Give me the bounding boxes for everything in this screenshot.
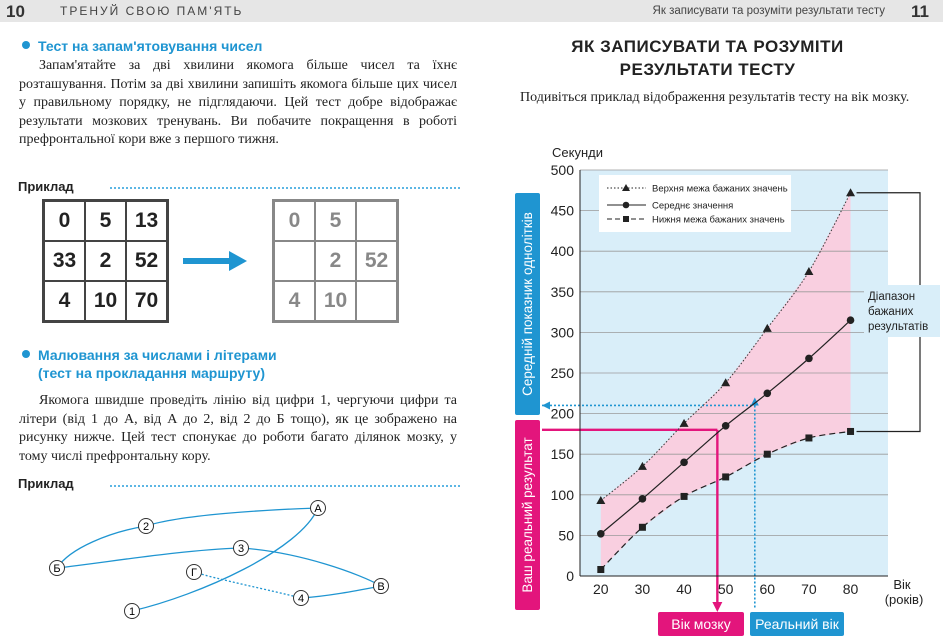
legend-label: Нижня межа бажаних значень: [652, 214, 785, 226]
section-heading-text: Малювання за числами і літерами: [38, 347, 277, 363]
grid-original-cell: 2: [85, 241, 126, 281]
right-page: [472, 0, 943, 640]
y-tick-label: 100: [550, 486, 574, 503]
running-title-left: ТРЕНУЙ СВОЮ ПАМ'ЯТЬ: [60, 4, 244, 18]
grid-original-cell: 70: [126, 281, 167, 321]
page-heading: [472, 35, 943, 81]
x-tick-label: 30: [634, 581, 651, 597]
route-node-g: [187, 565, 202, 580]
y-tick-label: 400: [550, 243, 574, 260]
marker-lower: [764, 451, 771, 458]
marker-lower: [805, 434, 812, 441]
y-tick-label: 200: [550, 405, 574, 422]
marker-lower: [722, 473, 729, 480]
running-head-right: [472, 0, 943, 22]
y-tick-label: 500: [550, 162, 574, 178]
running-title-right: Як записувати та розуміти результати тесту: [652, 5, 885, 17]
page-heading-line2: РЕЗУЛЬТАТИ ТЕСТУ: [619, 60, 796, 79]
route-node-2: [139, 519, 154, 534]
range-label-line: результатів: [868, 321, 929, 333]
grid-recalled-cell: [274, 241, 315, 281]
marker-lower: [597, 566, 604, 573]
grid-recalled-cell: 5: [315, 201, 356, 241]
svg-text:2: 2: [142, 521, 150, 533]
grid-recalled-cell: 0: [274, 201, 315, 241]
marker-mean: [639, 495, 647, 503]
grid-recalled-cell: 52: [356, 241, 397, 281]
legend-square-icon: [623, 216, 629, 222]
grid-original-cell: 10: [85, 281, 126, 321]
x-tick-label: 20: [593, 581, 609, 597]
y-tick-label: 0: [566, 568, 574, 584]
grid-recalled-cell: [356, 281, 397, 321]
marker-mean: [763, 390, 771, 398]
actual-arrow-down-icon: [712, 602, 722, 612]
number-grid-original: [42, 199, 169, 323]
page-number-left: 10: [6, 2, 25, 21]
svg-text:Г: Г: [191, 567, 197, 579]
svg-text:3: 3: [237, 543, 245, 555]
page-heading-line1: ЯК ЗАПИСУВАТИ ТА РОЗУМІТИ: [571, 37, 844, 56]
marker-mean: [722, 422, 730, 430]
marker-mean: [597, 530, 605, 538]
y-tick-label: 350: [550, 283, 574, 300]
x-tick-label: 70: [801, 581, 817, 597]
grid-original-cell: 4: [44, 281, 85, 321]
section-heading-route-test: [22, 346, 277, 382]
svg-text:Б: Б: [53, 563, 61, 575]
range-label-line: бажаних: [868, 306, 914, 318]
brain-age-label: Вік мозку: [671, 616, 731, 632]
marker-lower: [681, 493, 688, 500]
x-tick-label: 80: [842, 581, 859, 597]
grid-recalled-cell: 4: [274, 281, 315, 321]
route-node-b: [50, 561, 65, 576]
paragraph-number-test: Запам'ятайте за дві хвилини якомога більше чисел та їхнє розташування. Потім за дві хвилини запишіть якомога більше цих чисел у правильному порядку, не підглядаючи. Цей тест добре відображає результати мозкових тренувань. Ви побачите покращення в роботі префронтальної кори вже з першого тижня.: [19, 58, 457, 147]
section-heading-subtext: (тест на прокладання маршруту): [38, 365, 266, 381]
svg-text:4: 4: [297, 593, 305, 605]
marker-lower: [639, 524, 646, 531]
route-node-4: [294, 591, 309, 606]
y-tick-label: 150: [550, 446, 574, 463]
x-tick-label: 60: [759, 581, 776, 597]
running-head-left: [0, 0, 472, 22]
brain-age-chart: [472, 130, 943, 640]
x-axis-title-line2: (років): [884, 592, 924, 607]
y-tick-label: 300: [550, 324, 574, 341]
marker-lower: [847, 428, 854, 435]
intro-paragraph: Подивіться приклад відображення результатів тесту на вік мозку.: [520, 90, 910, 105]
legend-label: Середнє значення: [652, 200, 734, 212]
x-tick-label: 40: [676, 581, 692, 597]
section-heading-text: Тест на запам'ятовування чисел: [38, 38, 263, 54]
grid-recalled-cell: 10: [315, 281, 356, 321]
svg-text:В: В: [377, 581, 385, 593]
y-tick-label: 50: [558, 527, 574, 544]
range-label-line: Діапазон: [868, 291, 916, 303]
grid-recalled-cell: 2: [315, 241, 356, 281]
paragraph-route-test: Якомога швидше проведіть лінію від цифри 1, чергуючи цифри та літери (від 1 до А, від А до 2, від 2 до Б тощо), як це зображено на рисунку нижче. Цей тест спонукає до роботи багато ділянок мозку, у тому числі префронтальну кору.: [19, 393, 457, 464]
dotted-rule: [110, 187, 460, 189]
section-heading-number-test: [22, 37, 262, 55]
bullet-icon: [22, 41, 30, 49]
real-age-label: Реальний вік: [755, 616, 839, 632]
y-tick-label: 250: [550, 365, 574, 381]
example-label-2: Приклад: [18, 476, 74, 491]
bullet-icon: [22, 350, 30, 358]
route-node-3: [234, 541, 249, 556]
peer-band-label: Середній показник однолітків: [520, 212, 535, 396]
route-node-1: [125, 604, 140, 619]
x-tick-label: 50: [717, 581, 734, 597]
grid-original-cell: 52: [126, 241, 167, 281]
grid-original-cell: 33: [44, 241, 85, 281]
legend-circle-icon: [623, 202, 630, 209]
number-grid-recalled: [272, 199, 399, 323]
marker-mean: [680, 459, 688, 467]
legend-label: Верхня межа бажаних значень: [652, 183, 788, 195]
marker-mean: [847, 316, 855, 324]
page-number-right: 11: [911, 2, 929, 21]
route-node-a: [311, 501, 326, 516]
route-node-v: [374, 579, 389, 594]
svg-text:А: А: [314, 503, 322, 515]
arrow-right-icon: [183, 250, 249, 272]
svg-text:1: 1: [128, 606, 136, 618]
dotted-rule-2: [110, 485, 460, 487]
legend: [599, 175, 791, 232]
y-tick-label: 450: [550, 202, 574, 219]
trail-making-diagram: [0, 490, 472, 640]
grid-original-cell: 13: [126, 201, 167, 241]
grid-original-cell: 0: [44, 201, 85, 241]
x-axis-title-line1: Вік: [893, 577, 911, 592]
example-label: Приклад: [18, 179, 74, 194]
grid-original-cell: 5: [85, 201, 126, 241]
y-axis-title: Секунди: [552, 145, 603, 160]
peer-arrow-left-icon: [542, 401, 550, 409]
marker-mean: [805, 355, 813, 363]
grid-recalled-cell: [356, 201, 397, 241]
actual-band-label: Ваш реальний результат: [520, 437, 535, 593]
